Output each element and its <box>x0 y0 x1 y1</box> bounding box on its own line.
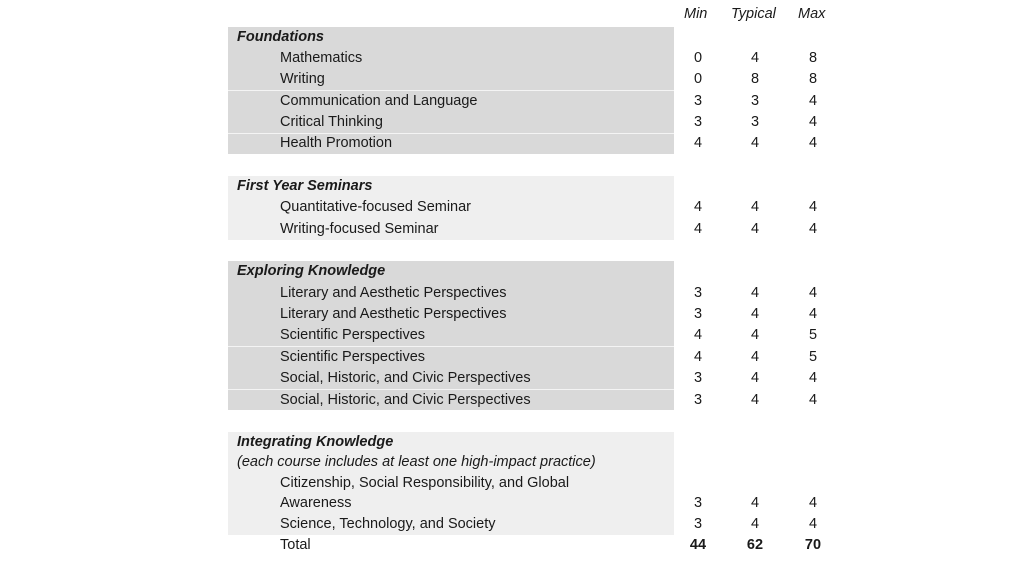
table-row <box>0 283 1024 304</box>
min-value: 3 <box>693 370 703 386</box>
typical-value: 4 <box>750 50 760 66</box>
max-value: 4 <box>808 199 818 215</box>
min-value: 3 <box>693 114 703 130</box>
max-value: 4 <box>808 221 818 237</box>
section-title-integrating-knowledge: Integrating Knowledge <box>237 434 394 450</box>
typical-value: 4 <box>750 516 760 532</box>
total-row <box>0 535 1024 556</box>
min-value: 3 <box>693 516 703 532</box>
min-value: 4 <box>693 349 703 365</box>
min-value: 3 <box>693 495 703 511</box>
min-value: 4 <box>693 327 703 343</box>
typical-value: 8 <box>750 71 760 87</box>
min-value: 3 <box>693 93 703 109</box>
table-row <box>0 368 1024 389</box>
max-value: 4 <box>808 285 818 301</box>
typical-value: 3 <box>750 114 760 130</box>
typical-value: 4 <box>750 349 760 365</box>
max-value: 4 <box>808 392 818 408</box>
row-label: Science, Technology, and Society <box>280 516 496 532</box>
min-value: 4 <box>693 199 703 215</box>
table-row <box>0 112 1024 133</box>
typical-value: 4 <box>750 285 760 301</box>
table-row <box>0 197 1024 218</box>
row-label: Literary and Aesthetic Perspectives <box>280 285 507 301</box>
row-label: Scientific Perspectives <box>280 327 426 343</box>
max-value: 4 <box>808 516 818 532</box>
section-note-row <box>0 452 1024 473</box>
header-max: Max <box>798 6 826 22</box>
min-value: 4 <box>693 221 703 237</box>
max-value: 8 <box>808 71 818 87</box>
min-value: 3 <box>693 392 703 408</box>
section-header-row <box>0 27 1024 48</box>
section-header-row <box>0 261 1024 282</box>
section-title-first-year-seminars: First Year Seminars <box>237 178 373 194</box>
max-value: 4 <box>808 135 818 151</box>
section-header-row <box>0 432 1024 453</box>
table-row <box>0 133 1024 154</box>
table-row <box>0 48 1024 69</box>
min-value: 0 <box>693 71 703 87</box>
table-row <box>0 304 1024 325</box>
table-row <box>0 91 1024 112</box>
row-label: Social, Historic, and Civic Perspectives <box>280 370 531 386</box>
typical-value: 4 <box>750 392 760 408</box>
typical-value: 4 <box>750 495 760 511</box>
row-label: Mathematics <box>280 50 363 66</box>
typical-value: 4 <box>750 370 760 386</box>
max-value: 4 <box>808 93 818 109</box>
typical-value: 3 <box>750 93 760 109</box>
header-typical: Typical <box>731 6 776 22</box>
max-value: 4 <box>808 495 818 511</box>
total-min-value: 44 <box>689 537 707 553</box>
section-note: (each course includes at least one high-impact practice) <box>237 454 596 470</box>
max-value: 8 <box>808 50 818 66</box>
row-label: Literary and Aesthetic Perspectives <box>280 306 507 322</box>
table-row <box>0 347 1024 368</box>
max-value: 5 <box>808 327 818 343</box>
table-row <box>0 514 1024 535</box>
row-label: Quantitative-focused Seminar <box>280 199 472 215</box>
row-label-line2: Awareness <box>280 495 352 511</box>
max-value: 4 <box>808 370 818 386</box>
header-min: Min <box>684 6 708 22</box>
table-row <box>0 219 1024 240</box>
typical-value: 4 <box>750 221 760 237</box>
row-label: Communication and Language <box>280 93 478 109</box>
typical-value: 4 <box>750 306 760 322</box>
table-row <box>0 493 1024 514</box>
row-label: Scientific Perspectives <box>280 349 426 365</box>
table-row <box>0 69 1024 90</box>
table-row <box>0 390 1024 411</box>
row-label: Social, Historic, and Civic Perspectives <box>280 392 531 408</box>
total-max-value: 70 <box>804 537 822 553</box>
typical-value: 4 <box>750 135 760 151</box>
section-header-row <box>0 176 1024 197</box>
total-typical-value: 62 <box>746 537 764 553</box>
max-value: 4 <box>808 114 818 130</box>
table-row-continued <box>0 473 1024 494</box>
min-value: 4 <box>693 135 703 151</box>
typical-value: 4 <box>750 199 760 215</box>
row-label: Writing-focused Seminar <box>280 221 439 237</box>
table-row <box>0 325 1024 346</box>
min-value: 3 <box>693 306 703 322</box>
max-value: 5 <box>808 349 818 365</box>
max-value: 4 <box>808 306 818 322</box>
section-title-foundations: Foundations <box>237 29 324 45</box>
total-label: Total <box>280 537 311 553</box>
row-label: Health Promotion <box>280 135 393 151</box>
row-label-line1: Citizenship, Social Responsibility, and Global <box>280 475 570 491</box>
min-value: 0 <box>693 50 703 66</box>
typical-value: 4 <box>750 327 760 343</box>
section-title-exploring-knowledge: Exploring Knowledge <box>237 263 386 279</box>
row-label: Writing <box>280 71 325 87</box>
min-value: 3 <box>693 285 703 301</box>
row-label: Critical Thinking <box>280 114 383 130</box>
